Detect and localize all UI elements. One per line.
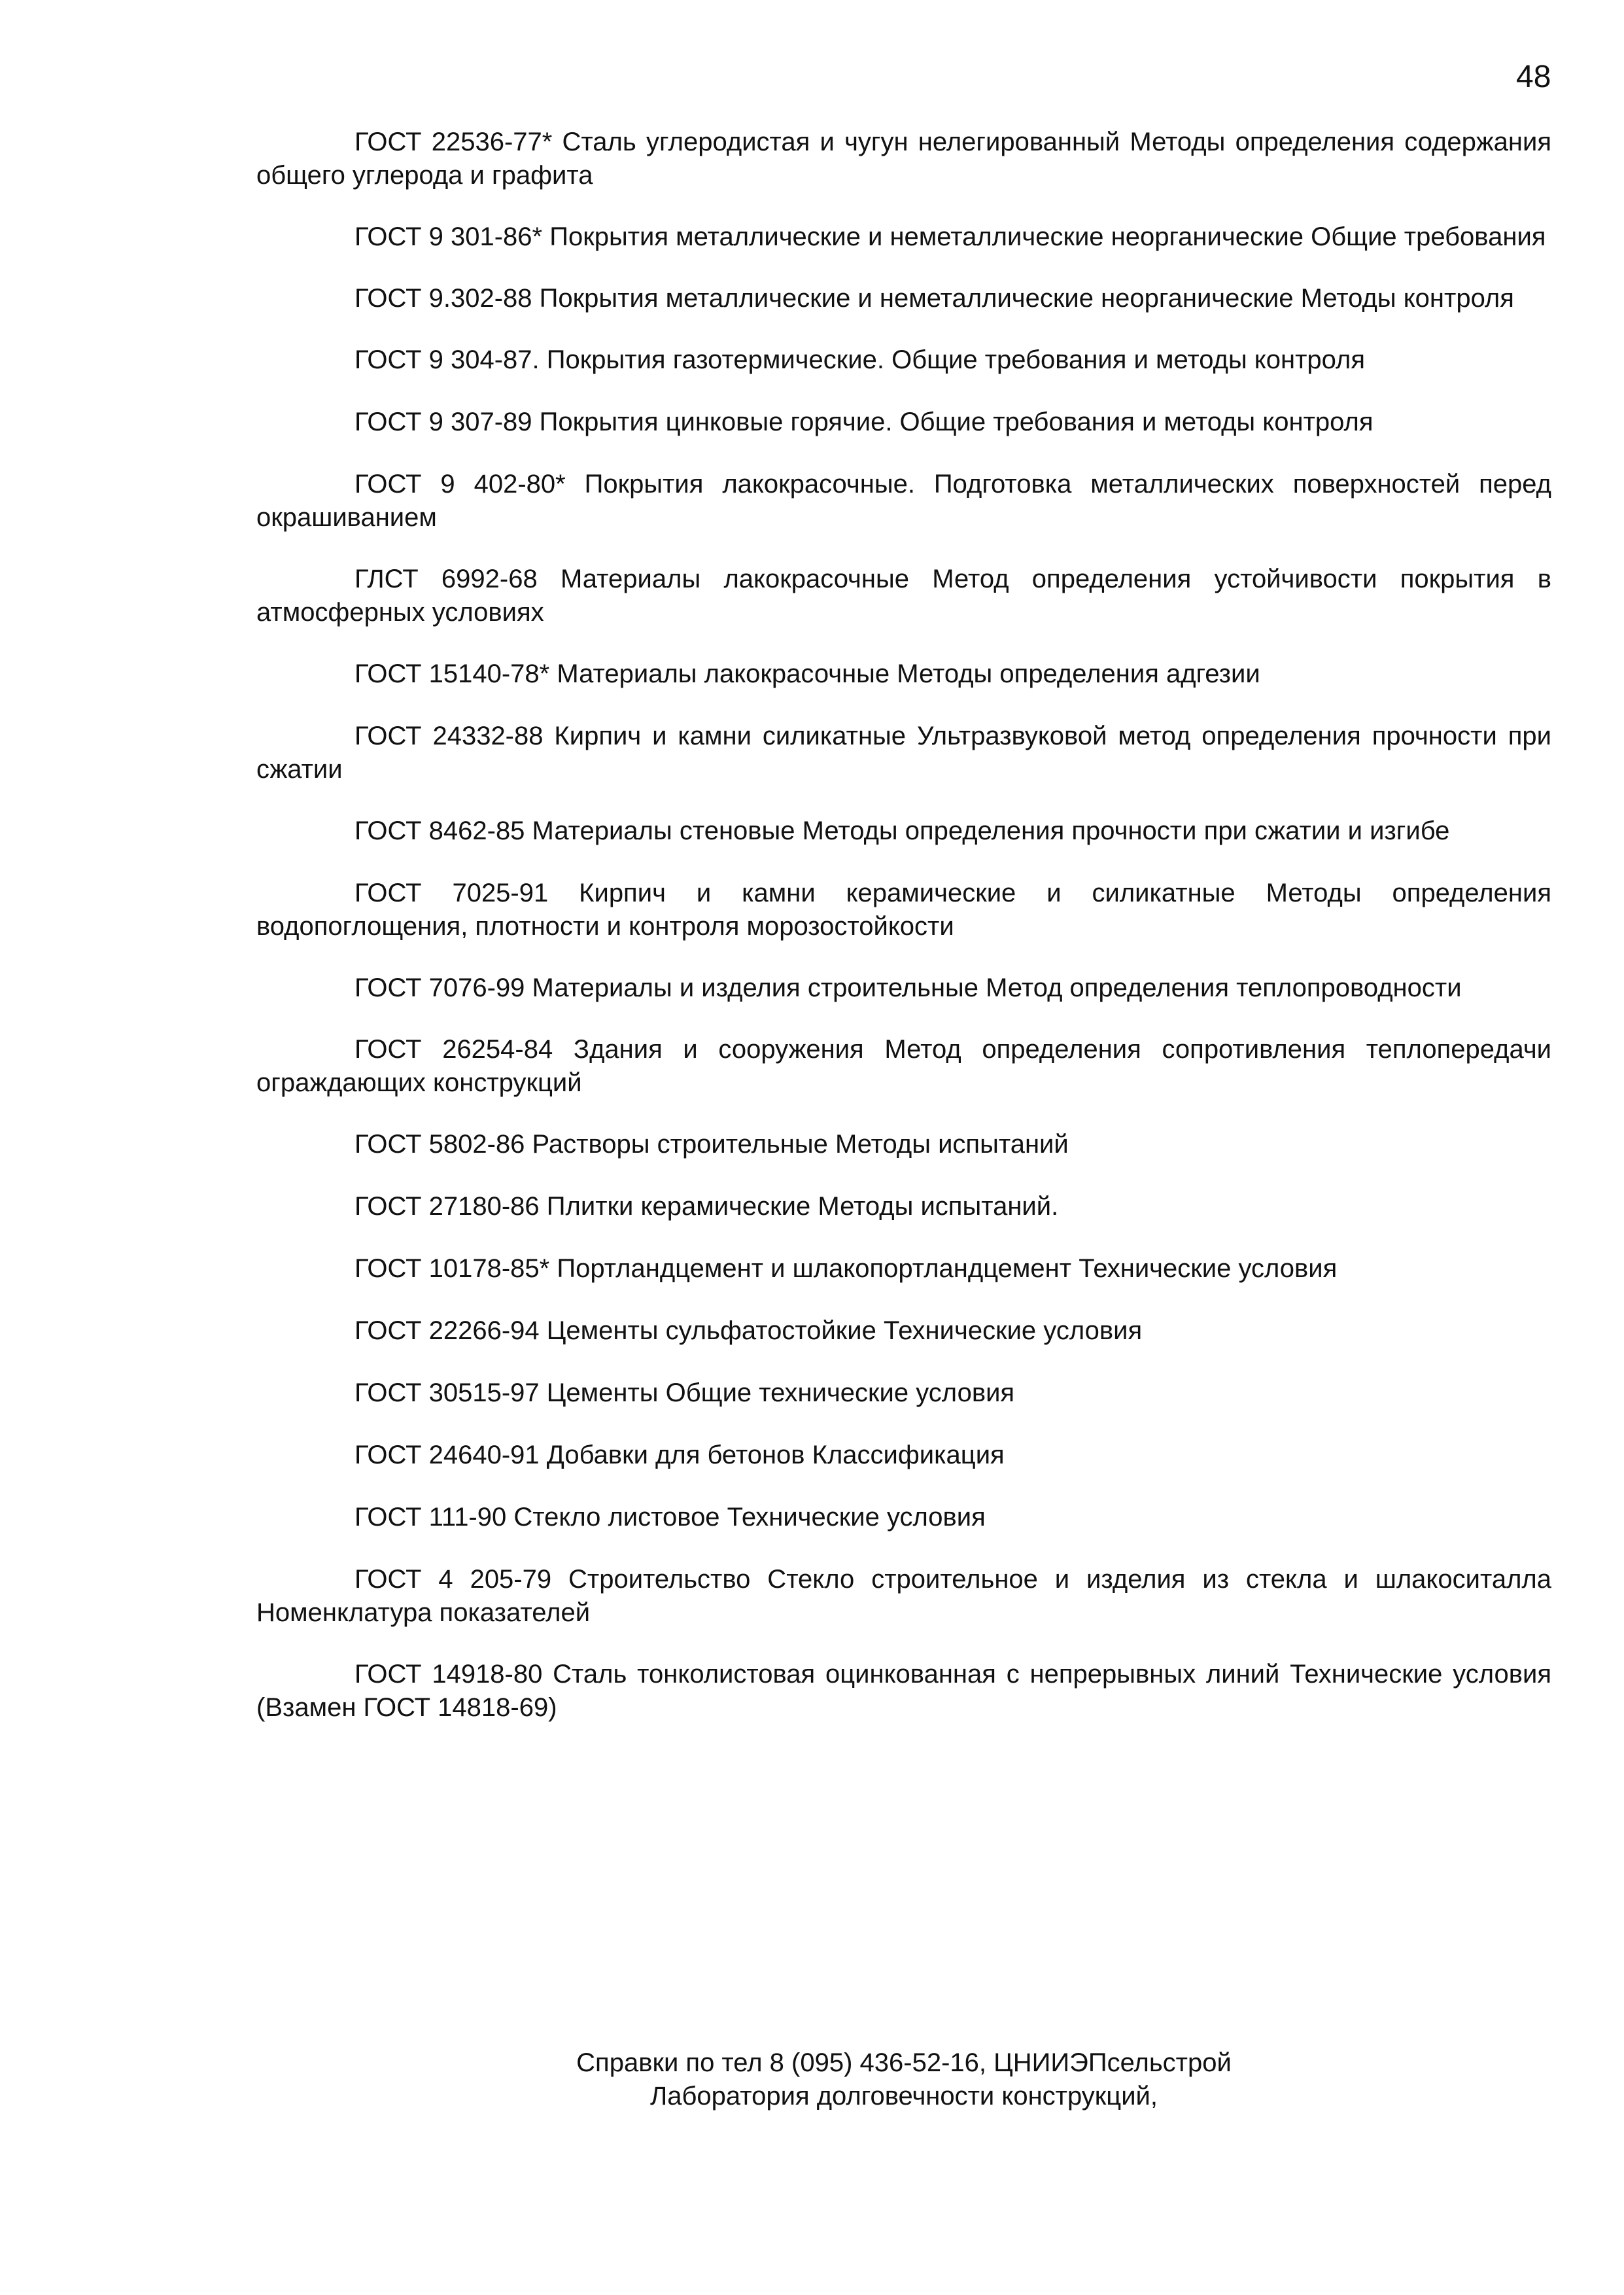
list-item: ГОСТ 8462-85 Материалы стеновые Методы определения прочности при сжатии и изгибе — [354, 816, 1450, 845]
list-item: ГОСТ 9.302-88 Покрытия металлические и неметаллические неорганические Методы контроля — [354, 284, 1514, 313]
list-item: ГОСТ 9 307-89 Покрытия цинковые горячие. Общие требования и методы контроля — [354, 408, 1373, 436]
list-item: ГОСТ 30515-97 Цементы Общие технические условия — [354, 1378, 1015, 1407]
list-item: ГОСТ 9 402-80* Покрытия лакокрасочные. Подготовка металлических поверхностей перед окрашиванием — [256, 470, 1551, 532]
reference-list — [256, 126, 1551, 1753]
list-item: ГОСТ 27180-86 Плитки керамические Методы испытаний. — [354, 1192, 1059, 1221]
list-item: ГОСТ 22266-94 Цементы сульфатостойкие Технические условия — [354, 1316, 1143, 1345]
list-item: ГОСТ 7076-99 Материалы и изделия строительные Метод определения теплопроводности — [354, 973, 1462, 1002]
page-number: 48 — [1516, 60, 1551, 94]
list-item: ГОСТ 24332-88 Кирпич и камни силикатные Ультразвуковой метод определения прочности при сжатии — [256, 722, 1551, 784]
list-item: ГОСТ 9 304-87. Покрытия газотермические. Общие требования и методы контроля — [354, 345, 1366, 374]
list-item: ГОСТ 22536-77* Сталь углеродистая и чугун нелегированный Методы определения содержания общего углерода и графита — [256, 128, 1551, 190]
list-item: ГОСТ 7025-91 Кирпич и камни керамические и силикатные Методы определения водопоглощения, плотности и контроля морозостойкости — [256, 879, 1551, 941]
list-item: ГОСТ 15140-78* Материалы лакокрасочные Методы определения адгезии — [354, 659, 1260, 688]
footer-contact — [256, 2046, 1551, 2113]
list-item: ГОСТ 26254-84 Здания и сооружения Метод определения сопротивления теплопередачи ограждающих конструкций — [256, 1035, 1551, 1097]
list-item: ГОСТ 24640-91 Добавки для бетонов Классификация — [354, 1441, 1005, 1469]
footer-phone-line: Справки по тел 8 (095) 436-52-16, ЦНИИЭПсельстрой — [576, 2048, 1232, 2077]
footer-lab-line: Лаборатория долговечности конструкций, — [649, 2082, 1158, 2111]
list-item: ГОСТ 9 301-86* Покрытия металлические и неметаллические неорганические Общие требования — [354, 222, 1546, 251]
list-item: ГОСТ 4 205-79 Строительство Стекло строительное и изделия из стекла и шлакоситалла Номенклатура показателей — [256, 1565, 1551, 1627]
list-item: ГОСТ 14918-80 Сталь тонколистовая оцинкованная с непрерывных линий Технические условия (Взамен ГОСТ 14818-69) — [256, 1660, 1551, 1722]
list-item: ГОСТ 5802-86 Растворы строительные Методы испытаний — [354, 1130, 1069, 1159]
list-item: ГОСТ 111-90 Стекло листовое Технические условия — [354, 1503, 986, 1532]
list-item: ГЛСТ 6992-68 Материалы лакокрасочные Метод определения устойчивости покрытия в атмосферных условиях — [256, 565, 1551, 627]
list-item: ГОСТ 10178-85* Портландцемент и шлакопортландцемент Технические условия — [354, 1254, 1338, 1283]
